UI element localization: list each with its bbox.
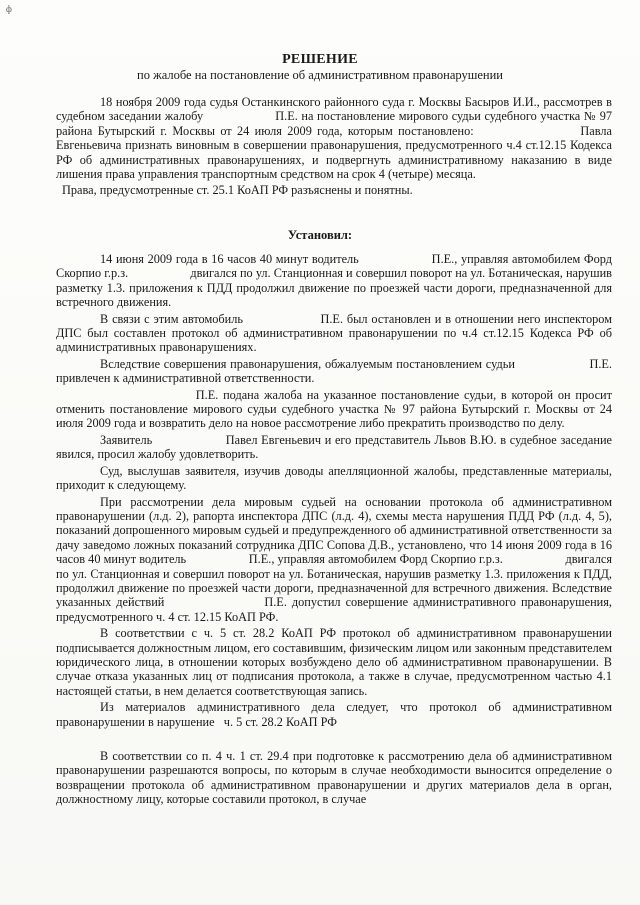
paragraph: В соответствии с ч. 5 ст. 28.2 КоАП РФ протокол об административном правонарушении подписывается должностным лицом, его составившим, физическим лицом или законным представителем юридического лица, в отношении которых возбуждено дело об административном правонарушении. В случае отказа указанных лиц от подписания протокола, а также в случае, предусмотренном частью 4.1 настоящей статьи, в нем делается соответствующая запись. [56,626,616,698]
paragraph: Из материалов административного дела следует, что протокол об административном правонарушении в нарушение ч. 5 ст. 28.2 КоАП РФ [56,700,616,729]
paragraph: Суд, выслушав заявителя, изучив доводы апелляционной жалобы, представленные материалы, приходит к следующему. [56,463,616,493]
paragraph: В соответствии со п. 4 ч. 1 ст. 29.4 при подготовке к рассмотрению дела об административном правонарушении разрешаются вопросы, по которым в случае необходимости выносится определение о возвращении протокола об административном правонарушении и других материалов дела в орган, должностному лицу, которые составили протокол, в случае [56,749,616,807]
corner-mark: ф [6,4,12,14]
document-subtitle: по жалобе на постановление об административном правонарушении [137,68,503,82]
paragraph: 14 июня 2009 года в 16 часов 40 минут водитель П.Е., управляя автомобилем Форд Скорпио г.р.з. двигался по ул. Станционная и совершил поворот на ул. Ботаническая, нарушив разметку 1.3. приложения к ПДД продолжил движение по проезжей части дороги, предназначенной для встречного движения. [56,252,616,310]
document-title: РЕШЕНИЕ [282,52,358,67]
intro-section [56,95,616,198]
rights-paragraph: Права, предусмотренные ст. 25.1 КоАП РФ разъяснены и понятны. [62,183,413,198]
section-heading: Установил: [287,228,353,242]
findings-section [56,252,616,807]
paragraph: Заявитель Павел Евгеньевич и его представитель Львов В.Ю. в судебное заседание явился, просил жалобу удовлетворить. [56,432,616,462]
paragraph: В связи с этим автомобиль П.Е. был остановлен и в отношении него инспектором ДПС был составлен протокол об административном правонарушении по ч.4 ст.12.15 Кодекса РФ об административных правонарушениях. [56,311,616,355]
paragraph: При рассмотрении дела мировым судьей на основании протокола об административном правонарушении (л.д. 2), рапорта инспектора ДПС (л.д. 4), схемы места нарушения ПДД РФ (л.д. 4, 5), показаний допрошенного мировым судьей и предупрежденного об административной ответственности за дачу заведомо ложных показаний сотрудника ДПС Сопова Д.В., установлено, что 14 июня 2009 года в 16 часов 40 минут водитель П.Е., управляя автомобилем Форд Скорпио г.р.з. двигался по ул. Станционная и совершил поворот на ул. Ботаническая, нарушив разметку 1.3. приложения к ПДД, продолжил движение по проезжей части дороги, предназначенной для встречного движения. Вследствие указанных действий П.Е. допустил совершение административного правонарушения, предусмотренного ч. 4 ст. 12.15 КоАП РФ. [56,494,616,624]
paragraph: П.Е. подана жалоба на указанное постановление судьи, в которой он просит отменить постановление мирового судьи судебного участка № 97 района Бутырский г. Москвы от 24 июля 2009 года и возвратить дело на новое рассмотрение либо прекратить производство по делу. [56,387,616,431]
paragraph: Вследствие совершения правонарушения, обжалуемым постановлением судьи П.Е. привлечен к административной ответственности. [56,356,616,386]
intro-paragraph: 18 ноября 2009 года судья Останкинского районного суда г. Москвы Басыров И.И., рассмотрев в судебном заседании жалобу П.Е. на постановление мирового судьи судебного участка № 97 района Бутырский г. Москвы от 24 июля 2009 года, которым постановлено: Павла Евгеньевича признать виновным в совершении правонарушения, предусмотренного ч.4 ст.12.15 Кодекса РФ об административных правонарушениях, и подвергнуть административному наказанию в виде лишения права управления транспортным средством на срок 4 (четыре) месяца. [56,95,616,182]
